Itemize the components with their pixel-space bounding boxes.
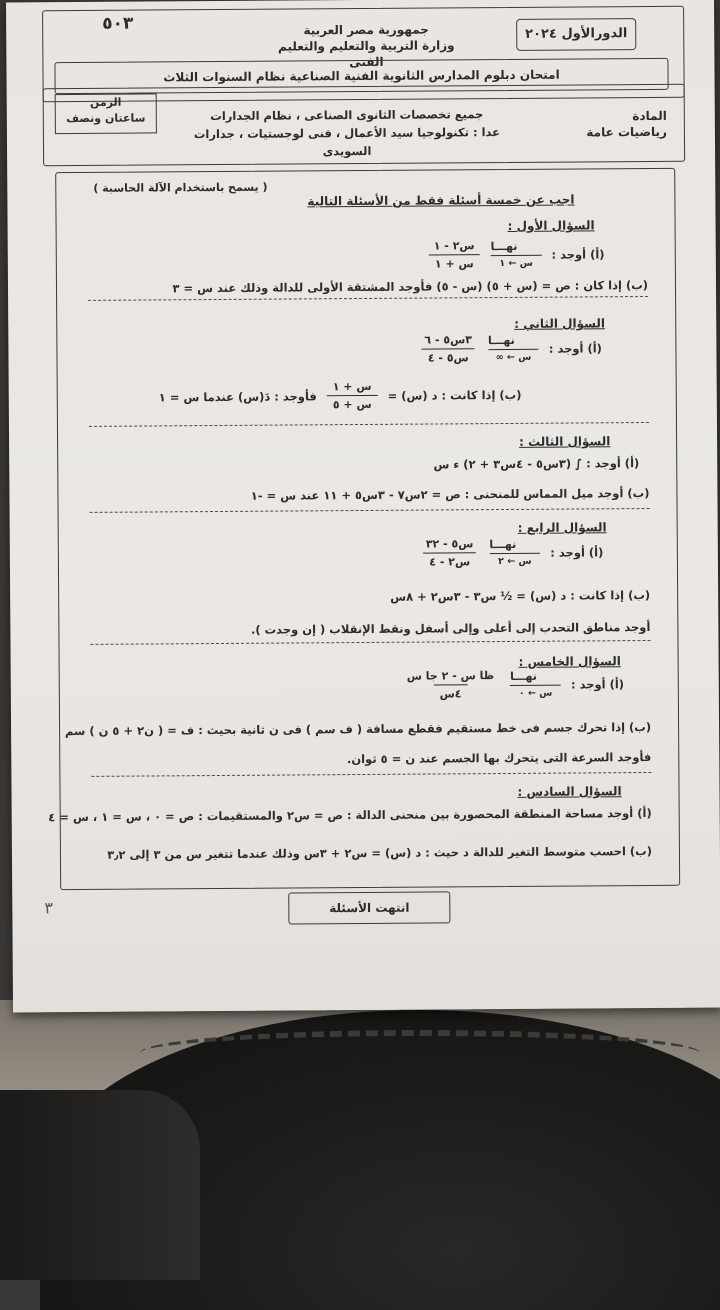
question-5b-task: فأوجد السرعة التى يتحرك بها الجسم عند ن = ٥ ثوان. (346, 749, 652, 767)
question-4b-task: أوجد مناطق التحدب إلى أعلى وإلى أسفل ونقط الإنقلاب ( إن وجدت ). (250, 619, 651, 637)
question-5b: (ب) إذا تحرك جسم فى خط مستقيم فقطع مسافة ( ف سم ) فى ن ثانية بحيث : ف = ( ن٢ + ٥ ن ) سم (64, 719, 652, 739)
question-4b: (ب) إذا كانت : د (س) = ½ س٣ - ٣س٢ + ٨س (390, 587, 651, 604)
question-1a-label: (أ) أوجد : (551, 246, 605, 262)
limit-approach: س ← ٠ (518, 687, 553, 699)
question-4a (420, 536, 604, 568)
question-1a-limit (491, 240, 542, 269)
ministry-name: وزارة التربية والتعليم والتعليم الفنى (277, 38, 455, 70)
time-value: ساعتان ونصف (66, 111, 146, 126)
tire-tread (140, 1030, 700, 1076)
shadow-background (0, 1090, 200, 1280)
question-4-title: السؤال الرابع : (517, 520, 607, 535)
exceptions-line: عدا : تكنولوجيا سيد الأعمال ، فنى لوجستيات ، جدارات السويدى (193, 125, 501, 159)
fraction-denominator: ٤س (434, 684, 468, 700)
fraction-numerator: س٥ - ٣٢ (425, 537, 474, 551)
fraction-denominator: س + ٥ (327, 395, 378, 411)
page-number: ٣ (44, 898, 53, 918)
question-5a-limit (510, 670, 561, 699)
question-2b-fraction (327, 380, 378, 411)
question-2b-text-start: (ب) إذا كانت : د (س) = (387, 387, 522, 403)
subject-label: المادة (632, 108, 667, 124)
question-2b (159, 379, 522, 413)
limit-symbol: نهـــا (488, 334, 539, 350)
round-label: الدورالأول ٢٠٢٤ (516, 18, 636, 51)
limit-symbol: نهـــا (489, 538, 540, 554)
question-2a-limit (488, 334, 539, 363)
limit-approach: س ← ∞ (495, 351, 532, 364)
calculator-note: ( يسمح باستخدام الآلة الحاسبة ) (93, 180, 268, 195)
fraction-numerator: س٢ - ١ (433, 239, 475, 253)
question-2a-label: (أ) أوجد : (548, 340, 602, 356)
question-3b: (ب) أوجد ميل المماس للمنحنى : ص = ٢س٧ - ٣س٥ + ١١ عند س = -١ (250, 485, 650, 503)
question-1a-fraction (428, 239, 481, 270)
fraction-denominator: س٥ - ٤ (422, 348, 475, 364)
question-4a-label: (أ) أوجد : (550, 544, 604, 560)
fraction-denominator: س٢ - ٤ (423, 552, 476, 568)
question-1a (428, 238, 605, 270)
subject-value: رياضيات عامة (586, 124, 667, 140)
exam-code: ٥٠٣ (102, 13, 134, 34)
subject-cell (547, 108, 667, 141)
question-5-title: السؤال الخامس : (518, 654, 621, 669)
question-1-title: السؤال الأول : (507, 218, 595, 233)
question-1b: (ب) إذا كان : ص = (س + ٥) (س - ٥) فأوجد المشتقة الأولى للدالة وذلك عند س = ٣ (172, 277, 649, 296)
question-5a (401, 668, 624, 701)
time-label: الزمن (89, 95, 122, 109)
question-5a-fraction (401, 669, 501, 701)
exam-title: امتحان دبلوم المدارس الثانوية الفنية الصناعية نظام السنوات الثلاث (54, 58, 668, 94)
limit-approach: س ← ٢ (498, 555, 532, 568)
republic-name: جمهورية مصر العربية (303, 22, 429, 38)
specializations-line: جميع تخصصات الثانوى الصناعى ، نظام الجدارات (210, 107, 484, 124)
fraction-numerator: ٣س٥ - ٦ (424, 333, 472, 347)
question-5a-label: (أ) أوجد : (570, 676, 625, 692)
specializations (187, 105, 507, 161)
question-2a (418, 332, 602, 364)
question-2b-text-end: فأوجد : دَ(س) عندما س = ١ (158, 388, 317, 404)
fraction-numerator: س + ١ (332, 379, 372, 394)
time-cell (55, 93, 157, 134)
question-4a-fraction (420, 537, 480, 568)
question-6b: (ب) احسب متوسط التغير للدالة د حيث : د (س) = س٢ + ٣س وذلك عندما تتغير س من ٣ إلى ٣٫٢ (107, 843, 652, 862)
limit-symbol: نهـــا (491, 240, 542, 256)
question-4a-limit (489, 538, 540, 567)
fraction-denominator: س + ١ (429, 254, 480, 270)
question-6a: (أ) أوجد مساحة المنطقة المحصورة بين منحنى الدالة : ص = س٢ والمستقيمات : ص = ٠ ، س = ١ ، س = ٤ (48, 805, 652, 825)
question-2a-fraction (418, 333, 478, 364)
answer-instruction: اجب عن خمسة أسئلة فقط من الأسئلة التالية (307, 192, 575, 209)
end-of-questions: انتهت الأسئلة (288, 891, 450, 924)
exam-paper (6, 0, 720, 1012)
question-2-title: السؤال الثاني : (514, 316, 606, 331)
fraction-numerator: ظا س - ٢ جا س (406, 669, 495, 683)
question-3-title: السؤال الثالث : (519, 434, 611, 449)
limit-approach: س ← ١ (499, 257, 533, 270)
limit-symbol: نهـــا (510, 670, 561, 686)
question-3a: (أ) أوجد : ∫ (٣س٥ - ٤س٣ + ٢) ء س (433, 456, 640, 472)
question-6-title: السؤال السادس : (517, 784, 622, 799)
